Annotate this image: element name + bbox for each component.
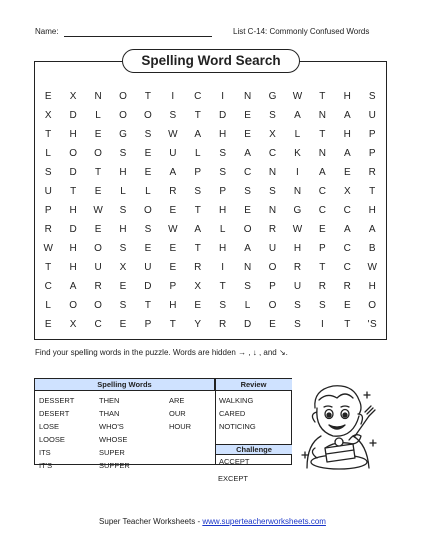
spelling-word: ARE <box>169 396 185 405</box>
grid-letter[interactable]: S <box>269 186 277 197</box>
grid-letter[interactable]: W <box>292 91 303 102</box>
grid-letter[interactable]: L <box>194 148 202 159</box>
grid-letter[interactable]: C <box>343 262 352 273</box>
grid-letter[interactable]: T <box>194 243 202 254</box>
footer-link[interactable]: www.superteacherworksheets.com <box>202 517 326 526</box>
grid-letter[interactable]: R <box>343 281 352 292</box>
grid-letter[interactable]: E <box>119 319 127 330</box>
grid-letter[interactable]: D <box>144 281 153 292</box>
spelling-word: OUR <box>169 409 186 418</box>
grid-letter[interactable]: T <box>319 129 326 140</box>
spelling-word: THAN <box>99 409 120 418</box>
grid-row <box>36 125 385 144</box>
grid-letter[interactable]: N <box>243 262 252 273</box>
grid-letter[interactable]: R <box>169 186 177 197</box>
letter-grid <box>36 87 385 334</box>
grid-letter[interactable]: O <box>94 243 103 254</box>
grid-letter[interactable]: A <box>368 224 377 235</box>
grid-letter[interactable]: S <box>169 110 177 121</box>
grid-letter[interactable]: S <box>144 129 152 140</box>
grid-letter[interactable]: E <box>94 129 102 140</box>
grid-letter[interactable]: G <box>293 205 302 216</box>
grid-letter[interactable]: A <box>244 243 252 254</box>
grid-letter[interactable]: G <box>268 91 277 102</box>
grid-letter[interactable]: E <box>269 319 277 330</box>
grid-letter[interactable]: T <box>194 205 202 216</box>
grid-letter[interactable]: P <box>194 167 202 178</box>
spelling-word: THEN <box>99 396 120 405</box>
grid-row <box>36 201 385 220</box>
grid-letter[interactable]: E <box>169 243 177 254</box>
grid-letter[interactable]: B <box>368 243 377 254</box>
grid-letter[interactable]: X <box>119 262 127 273</box>
grid-letter[interactable]: K <box>294 148 302 159</box>
grid-letter[interactable]: 'S <box>367 319 378 330</box>
grid-letter[interactable]: I <box>221 262 225 273</box>
grid-letter[interactable]: H <box>69 243 78 254</box>
grid-letter[interactable]: S <box>294 300 302 311</box>
grid-letter[interactable]: S <box>219 167 227 178</box>
grid-letter[interactable]: W <box>367 262 378 273</box>
grid-row <box>36 296 385 315</box>
grid-letter[interactable]: R <box>194 262 202 273</box>
grid-letter[interactable]: E <box>343 167 352 178</box>
grid-letter[interactable]: H <box>219 205 227 216</box>
grid-letter[interactable]: C <box>268 148 277 159</box>
grid-row <box>36 182 385 201</box>
grid-letter[interactable]: T <box>319 91 326 102</box>
grid-letter[interactable]: N <box>268 205 277 216</box>
grid-letter[interactable]: S <box>269 110 277 121</box>
grid-letter[interactable]: N <box>94 91 103 102</box>
grid-letter[interactable]: E <box>94 186 102 197</box>
grid-letter[interactable]: E <box>144 243 152 254</box>
grid-letter[interactable]: P <box>219 186 227 197</box>
grid-letter[interactable]: H <box>343 129 352 140</box>
grid-letter[interactable]: P <box>319 243 327 254</box>
grid-letter[interactable]: I <box>171 91 175 102</box>
grid-letter[interactable]: E <box>94 224 102 235</box>
grid-letter[interactable]: H <box>219 129 227 140</box>
grid-letter[interactable]: A <box>319 167 327 178</box>
grid-letter[interactable]: R <box>293 262 302 273</box>
grid-letter[interactable]: Y <box>194 319 202 330</box>
grid-letter[interactable]: H <box>119 224 128 235</box>
review-word: CARED <box>219 409 246 418</box>
grid-letter[interactable]: O <box>94 300 103 311</box>
grid-letter[interactable]: O <box>243 224 252 235</box>
grid-letter[interactable]: T <box>45 262 52 273</box>
grid-letter[interactable]: S <box>219 148 227 159</box>
grid-letter[interactable]: T <box>70 186 77 197</box>
grid-letter[interactable]: P <box>144 319 152 330</box>
grid-letter[interactable]: C <box>94 319 103 330</box>
grid-letter[interactable]: U <box>44 186 53 197</box>
grid-letter[interactable]: T <box>344 319 351 330</box>
grid-letter[interactable]: E <box>244 129 252 140</box>
grid-letter[interactable]: C <box>343 243 352 254</box>
grid-letter[interactable]: C <box>343 205 352 216</box>
boy-eating-cake-illustration <box>293 378 383 473</box>
spelling-word: SUPER <box>99 448 125 457</box>
grid-letter[interactable]: P <box>368 148 377 159</box>
spelling-word: LOOSE <box>39 435 65 444</box>
grid-letter[interactable]: T <box>144 91 152 102</box>
grid-letter[interactable]: O <box>268 262 277 273</box>
grid-letter[interactable]: W <box>93 205 104 216</box>
spelling-word: WHO'S <box>99 422 124 431</box>
grid-row <box>36 239 385 258</box>
grid-letter[interactable]: S <box>368 91 377 102</box>
challenge-word: ACCEPT <box>219 457 250 466</box>
grid-letter[interactable]: E <box>194 300 202 311</box>
grid-letter[interactable]: E <box>144 148 152 159</box>
grid-letter[interactable]: S <box>144 224 152 235</box>
grid-letter[interactable]: C <box>243 167 252 178</box>
grid-letter[interactable]: O <box>368 300 377 311</box>
review-header: Review <box>215 379 292 391</box>
grid-letter[interactable]: H <box>169 300 177 311</box>
grid-letter[interactable]: N <box>318 110 327 121</box>
grid-letter[interactable]: X <box>194 281 202 292</box>
grid-letter[interactable]: I <box>320 319 325 330</box>
grid-letter[interactable]: H <box>343 91 352 102</box>
grid-letter[interactable]: U <box>268 243 277 254</box>
grid-letter[interactable]: S <box>194 186 202 197</box>
spelling-word: DESSERT <box>39 396 75 405</box>
spelling-word: WHOSE <box>99 435 128 444</box>
grid-letter[interactable]: E <box>244 205 252 216</box>
challenge-word: EXCEPT <box>218 474 249 483</box>
grid-letter[interactable]: T <box>194 110 202 121</box>
grid-letter[interactable]: S <box>119 205 127 216</box>
grid-letter[interactable]: E <box>144 167 152 178</box>
grid-letter[interactable]: L <box>145 186 152 197</box>
grid-letter[interactable]: S <box>244 186 252 197</box>
grid-letter[interactable]: S <box>294 319 302 330</box>
grid-letter[interactable]: A <box>69 281 77 292</box>
grid-letter[interactable]: A <box>343 224 352 235</box>
grid-letter[interactable]: T <box>169 319 177 330</box>
grid-letter[interactable]: X <box>343 186 352 197</box>
grid-letter[interactable]: L <box>244 300 251 311</box>
grid-letter[interactable]: L <box>45 300 52 311</box>
grid-letter[interactable]: A <box>194 224 202 235</box>
grid-letter[interactable]: A <box>294 110 302 121</box>
challenge-header: Challenge <box>216 444 292 455</box>
grid-row <box>36 144 385 163</box>
spelling-words-header: Spelling Words <box>35 379 215 391</box>
grid-letter[interactable]: E <box>343 300 352 311</box>
grid-letter[interactable]: E <box>319 224 327 235</box>
grid-letter[interactable]: D <box>69 224 78 235</box>
grid-letter[interactable]: L <box>294 129 301 140</box>
grid-letter[interactable]: L <box>45 148 52 159</box>
grid-letter[interactable]: W <box>168 224 179 235</box>
grid-letter[interactable]: H <box>219 243 227 254</box>
list-label: List C-14: Commonly Confused Words <box>233 27 370 36</box>
grid-letter[interactable]: W <box>168 129 179 140</box>
grid-letter[interactable]: U <box>169 148 177 159</box>
grid-letter[interactable]: D <box>69 167 78 178</box>
spelling-word: HOUR <box>169 422 192 431</box>
spelling-word: DESERT <box>39 409 70 418</box>
grid-row <box>36 258 385 277</box>
grid-letter[interactable]: O <box>144 205 153 216</box>
grid-letter[interactable]: A <box>244 148 252 159</box>
grid-letter[interactable]: N <box>268 167 277 178</box>
spelling-word: IT'S <box>39 461 53 470</box>
grid-letter[interactable]: H <box>69 129 78 140</box>
grid-letter[interactable]: D <box>219 110 227 121</box>
grid-letter[interactable]: H <box>293 243 302 254</box>
grid-letter[interactable]: C <box>194 91 202 102</box>
grid-letter[interactable]: U <box>144 262 153 273</box>
grid-letter[interactable]: S <box>219 300 227 311</box>
grid-letter[interactable]: P <box>368 129 377 140</box>
grid-letter[interactable]: A <box>343 110 352 121</box>
grid-letter[interactable]: I <box>221 91 225 102</box>
grid-letter[interactable]: S <box>119 300 127 311</box>
grid-letter[interactable]: O <box>69 300 78 311</box>
grid-letter[interactable]: A <box>343 148 352 159</box>
grid-row <box>36 315 385 334</box>
grid-row <box>36 220 385 239</box>
grid-letter[interactable]: N <box>318 148 327 159</box>
grid-letter[interactable]: C <box>318 186 327 197</box>
grid-letter[interactable]: D <box>243 319 252 330</box>
grid-letter[interactable]: O <box>119 110 128 121</box>
grid-letter[interactable]: O <box>144 110 153 121</box>
grid-letter[interactable]: O <box>119 91 128 102</box>
grid-letter[interactable]: D <box>69 110 78 121</box>
grid-letter[interactable]: L <box>95 110 102 121</box>
grid-letter[interactable]: R <box>318 281 327 292</box>
grid-letter[interactable]: A <box>169 167 177 178</box>
grid-letter[interactable]: X <box>69 319 77 330</box>
grid-row <box>36 87 385 106</box>
spelling-word: SUPPER <box>99 461 130 470</box>
grid-row <box>36 163 385 182</box>
grid-letter[interactable]: T <box>319 262 326 273</box>
grid-letter[interactable]: T <box>144 300 152 311</box>
review-word: NOTICING <box>219 422 256 431</box>
grid-letter[interactable]: H <box>368 205 377 216</box>
grid-letter[interactable]: R <box>368 167 377 178</box>
grid-letter[interactable]: E <box>169 205 177 216</box>
grid-letter[interactable]: U <box>368 110 377 121</box>
grid-letter[interactable]: T <box>219 281 227 292</box>
grid-letter[interactable]: H <box>119 167 128 178</box>
grid-letter[interactable]: E <box>44 319 53 330</box>
grid-letter[interactable]: L <box>219 224 226 235</box>
grid-letter[interactable]: T <box>45 129 52 140</box>
grid-letter[interactable]: X <box>69 91 77 102</box>
grid-letter[interactable]: I <box>296 167 300 178</box>
grid-letter[interactable]: U <box>94 262 103 273</box>
grid-letter[interactable]: H <box>69 205 78 216</box>
grid-letter[interactable]: E <box>44 91 53 102</box>
spelling-word: ITS <box>39 448 51 457</box>
grid-letter[interactable]: H <box>69 262 78 273</box>
spelling-word: LOSE <box>39 422 60 431</box>
grid-letter[interactable]: N <box>243 91 252 102</box>
grid-letter[interactable]: A <box>194 129 202 140</box>
grid-letter[interactable]: O <box>69 148 78 159</box>
grid-letter[interactable]: H <box>368 281 377 292</box>
word-bank-table <box>34 378 292 470</box>
grid-letter[interactable]: E <box>119 281 127 292</box>
name-blank-line[interactable] <box>64 36 212 37</box>
grid-letter[interactable]: X <box>44 110 53 121</box>
grid-letter[interactable]: G <box>119 129 128 140</box>
grid-letter[interactable]: S <box>119 148 127 159</box>
grid-row <box>36 106 385 125</box>
grid-letter[interactable]: R <box>94 281 103 292</box>
grid-letter[interactable]: S <box>319 300 327 311</box>
grid-letter[interactable]: P <box>44 205 53 216</box>
grid-letter[interactable]: R <box>268 224 277 235</box>
grid-letter[interactable]: O <box>94 148 103 159</box>
worksheet-header <box>35 27 395 43</box>
instructions-text: Find your spelling words in the puzzle. Words are hidden → , ↓ , and ↘. <box>35 348 288 357</box>
grid-letter[interactable]: X <box>269 129 277 140</box>
grid-letter[interactable]: C <box>318 205 327 216</box>
grid-letter[interactable]: P <box>169 281 177 292</box>
grid-letter[interactable]: T <box>369 186 376 197</box>
footer <box>0 517 425 526</box>
grid-letter[interactable]: E <box>244 110 252 121</box>
grid-letter[interactable]: S <box>44 167 53 178</box>
worksheet-title: Spelling Word Search <box>122 49 300 73</box>
review-word: WALKING <box>219 396 254 405</box>
grid-letter[interactable]: R <box>44 224 53 235</box>
grid-letter[interactable]: E <box>169 262 177 273</box>
grid-letter[interactable]: S <box>244 281 252 292</box>
grid-letter[interactable]: W <box>43 243 54 254</box>
grid-letter[interactable]: U <box>293 281 302 292</box>
grid-letter[interactable]: W <box>292 224 303 235</box>
grid-letter[interactable]: S <box>119 243 127 254</box>
grid-letter[interactable]: R <box>219 319 227 330</box>
grid-letter[interactable]: T <box>95 167 102 178</box>
grid-row <box>36 277 385 296</box>
name-label: Name: <box>35 27 59 36</box>
grid-letter[interactable]: C <box>44 281 53 292</box>
grid-letter[interactable]: P <box>269 281 277 292</box>
grid-letter[interactable]: L <box>120 186 127 197</box>
footer-text: Super Teacher Worksheets - <box>99 517 203 526</box>
grid-letter[interactable]: O <box>268 300 277 311</box>
grid-letter[interactable]: N <box>293 186 302 197</box>
